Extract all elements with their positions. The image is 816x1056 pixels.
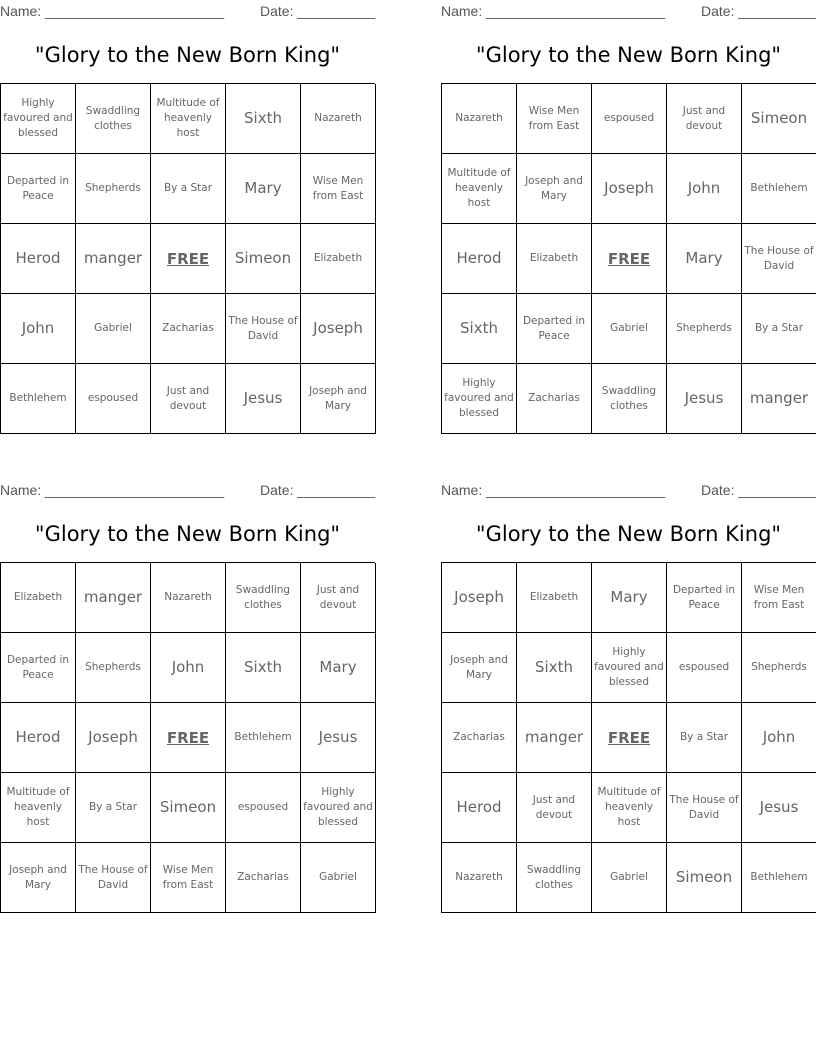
bingo-cell[interactable]: By a Star: [76, 773, 151, 843]
bingo-cell[interactable]: Mary: [301, 633, 376, 703]
bingo-cell[interactable]: manger: [76, 224, 151, 294]
bingo-card-1: [0, 0, 375, 440]
bingo-cell[interactable]: Joseph: [301, 294, 376, 364]
bingo-cell[interactable]: Joseph and Mary: [517, 154, 592, 224]
bingo-cell[interactable]: By a Star: [742, 294, 816, 364]
bingo-cell[interactable]: Simeon: [742, 84, 816, 154]
bingo-cell[interactable]: By a Star: [667, 703, 742, 773]
bingo-cell[interactable]: Zacharias: [442, 703, 517, 773]
bingo-cell[interactable]: Herod: [1, 224, 76, 294]
bingo-cell[interactable]: Jesus: [301, 703, 376, 773]
bingo-cell[interactable]: Joseph and Mary: [301, 364, 376, 434]
name-field[interactable]: Name: _______________________: [0, 482, 225, 498]
card-title: "Glory to the New Born King": [34, 522, 341, 546]
bingo-cell[interactable]: Just and devout: [667, 84, 742, 154]
bingo-cell[interactable]: Sixth: [442, 294, 517, 364]
card-title: "Glory to the New Born King": [34, 43, 341, 67]
bingo-cell[interactable]: Swaddling clothes: [517, 843, 592, 913]
bingo-cell[interactable]: Shepherds: [742, 633, 816, 703]
bingo-cell[interactable]: Bethlehem: [1, 364, 76, 434]
bingo-cell[interactable]: Just and devout: [151, 364, 226, 434]
bingo-cell[interactable]: The House of David: [226, 294, 301, 364]
bingo-cell[interactable]: Mary: [667, 224, 742, 294]
bingo-grid: [441, 83, 816, 434]
bingo-cell[interactable]: Herod: [1, 703, 76, 773]
bingo-grid: [0, 562, 375, 913]
bingo-cell[interactable]: The House of David: [667, 773, 742, 843]
bingo-cell[interactable]: The House of David: [76, 843, 151, 913]
bingo-cell[interactable]: Joseph: [592, 154, 667, 224]
bingo-cell[interactable]: Joseph and Mary: [1, 843, 76, 913]
bingo-cell[interactable]: Wise Men from East: [742, 563, 816, 633]
bingo-cell[interactable]: Joseph and Mary: [442, 633, 517, 703]
card-title: "Glory to the New Born King": [475, 522, 782, 546]
card-title: "Glory to the New Born King": [475, 43, 782, 67]
bingo-cell[interactable]: Gabriel: [301, 843, 376, 913]
bingo-cell[interactable]: Just and devout: [517, 773, 592, 843]
bingo-cell[interactable]: Swaddling clothes: [226, 563, 301, 633]
bingo-cell[interactable]: Departed in Peace: [1, 154, 76, 224]
bingo-cell[interactable]: Wise Men from East: [151, 843, 226, 913]
name-field[interactable]: Name: _______________________: [441, 3, 666, 19]
bingo-cell[interactable]: Gabriel: [76, 294, 151, 364]
bingo-cell[interactable]: Jesus: [226, 364, 301, 434]
bingo-cell[interactable]: Highly favoured and blessed: [301, 773, 376, 843]
bingo-cell[interactable]: John: [1, 294, 76, 364]
bingo-cell[interactable]: Highly favoured and blessed: [442, 364, 517, 434]
bingo-cell[interactable]: Departed in Peace: [1, 633, 76, 703]
date-field[interactable]: Date: __________: [701, 3, 816, 19]
bingo-cell[interactable]: Multitude of heavenly host: [442, 154, 517, 224]
bingo-cell[interactable]: Sixth: [517, 633, 592, 703]
bingo-cell[interactable]: espoused: [226, 773, 301, 843]
bingo-cell[interactable]: Joseph: [76, 703, 151, 773]
bingo-cell[interactable]: Elizabeth: [1, 563, 76, 633]
bingo-grid: [0, 83, 375, 434]
bingo-cell[interactable]: John: [151, 633, 226, 703]
bingo-cell[interactable]: Swaddling clothes: [592, 364, 667, 434]
bingo-cell[interactable]: Nazareth: [442, 843, 517, 913]
bingo-cell[interactable]: Zacharias: [517, 364, 592, 434]
bingo-cell[interactable]: Nazareth: [301, 84, 376, 154]
bingo-cell[interactable]: Zacharias: [226, 843, 301, 913]
date-field[interactable]: Date: __________: [260, 3, 376, 19]
bingo-cell[interactable]: espoused: [592, 84, 667, 154]
date-field[interactable]: Date: __________: [260, 482, 376, 498]
bingo-card-2: [441, 0, 816, 440]
free-space[interactable]: FREE: [151, 224, 226, 294]
bingo-cell[interactable]: espoused: [667, 633, 742, 703]
bingo-cell[interactable]: Shepherds: [667, 294, 742, 364]
free-space[interactable]: FREE: [151, 703, 226, 773]
bingo-cell[interactable]: Elizabeth: [517, 224, 592, 294]
bingo-cell[interactable]: Mary: [592, 563, 667, 633]
bingo-cell[interactable]: The House of David: [742, 224, 816, 294]
bingo-cell[interactable]: Zacharias: [151, 294, 226, 364]
bingo-cell[interactable]: Sixth: [226, 633, 301, 703]
bingo-cell[interactable]: Sixth: [226, 84, 301, 154]
name-field[interactable]: Name: _______________________: [441, 482, 666, 498]
bingo-cell[interactable]: John: [742, 703, 816, 773]
bingo-cell[interactable]: Simeon: [226, 224, 301, 294]
bingo-cell[interactable]: Bethlehem: [226, 703, 301, 773]
bingo-grid: [441, 562, 816, 913]
bingo-cell[interactable]: Simeon: [151, 773, 226, 843]
bingo-cell[interactable]: Multitude of heavenly host: [151, 84, 226, 154]
bingo-cell[interactable]: Departed in Peace: [517, 294, 592, 364]
bingo-cell[interactable]: Mary: [226, 154, 301, 224]
free-space[interactable]: FREE: [592, 703, 667, 773]
bingo-cell[interactable]: Joseph: [442, 563, 517, 633]
bingo-cell[interactable]: manger: [517, 703, 592, 773]
bingo-cell[interactable]: Bethlehem: [742, 843, 816, 913]
bingo-cell[interactable]: John: [667, 154, 742, 224]
bingo-cell[interactable]: Highly favoured and blessed: [592, 633, 667, 703]
bingo-cell[interactable]: Highly favoured and blessed: [1, 84, 76, 154]
bingo-cell[interactable]: Jesus: [742, 773, 816, 843]
name-field[interactable]: Name: _______________________: [0, 3, 225, 19]
free-space[interactable]: FREE: [592, 224, 667, 294]
bingo-cell[interactable]: Herod: [442, 773, 517, 843]
bingo-cell[interactable]: Swaddling clothes: [76, 84, 151, 154]
bingo-cell[interactable]: Bethlehem: [742, 154, 816, 224]
bingo-cell[interactable]: Gabriel: [592, 843, 667, 913]
bingo-cell[interactable]: Elizabeth: [301, 224, 376, 294]
bingo-card-4: [441, 479, 816, 919]
bingo-cell[interactable]: manger: [76, 563, 151, 633]
bingo-cell[interactable]: Shepherds: [76, 154, 151, 224]
bingo-cell[interactable]: manger: [742, 364, 816, 434]
bingo-cell[interactable]: Herod: [442, 224, 517, 294]
bingo-cell[interactable]: Simeon: [667, 843, 742, 913]
bingo-cell[interactable]: Multitude of heavenly host: [592, 773, 667, 843]
bingo-cell[interactable]: Nazareth: [442, 84, 517, 154]
bingo-cell[interactable]: Departed in Peace: [667, 563, 742, 633]
bingo-cell[interactable]: Multitude of heavenly host: [1, 773, 76, 843]
bingo-cell[interactable]: Gabriel: [592, 294, 667, 364]
bingo-cell[interactable]: Elizabeth: [517, 563, 592, 633]
bingo-cell[interactable]: Just and devout: [301, 563, 376, 633]
bingo-cell[interactable]: espoused: [76, 364, 151, 434]
bingo-cell[interactable]: By a Star: [151, 154, 226, 224]
bingo-cell[interactable]: Jesus: [667, 364, 742, 434]
bingo-card-3: [0, 479, 375, 919]
bingo-cell[interactable]: Wise Men from East: [517, 84, 592, 154]
bingo-cell[interactable]: Shepherds: [76, 633, 151, 703]
date-field[interactable]: Date: __________: [701, 482, 816, 498]
bingo-cell[interactable]: Wise Men from East: [301, 154, 376, 224]
bingo-cell[interactable]: Nazareth: [151, 563, 226, 633]
